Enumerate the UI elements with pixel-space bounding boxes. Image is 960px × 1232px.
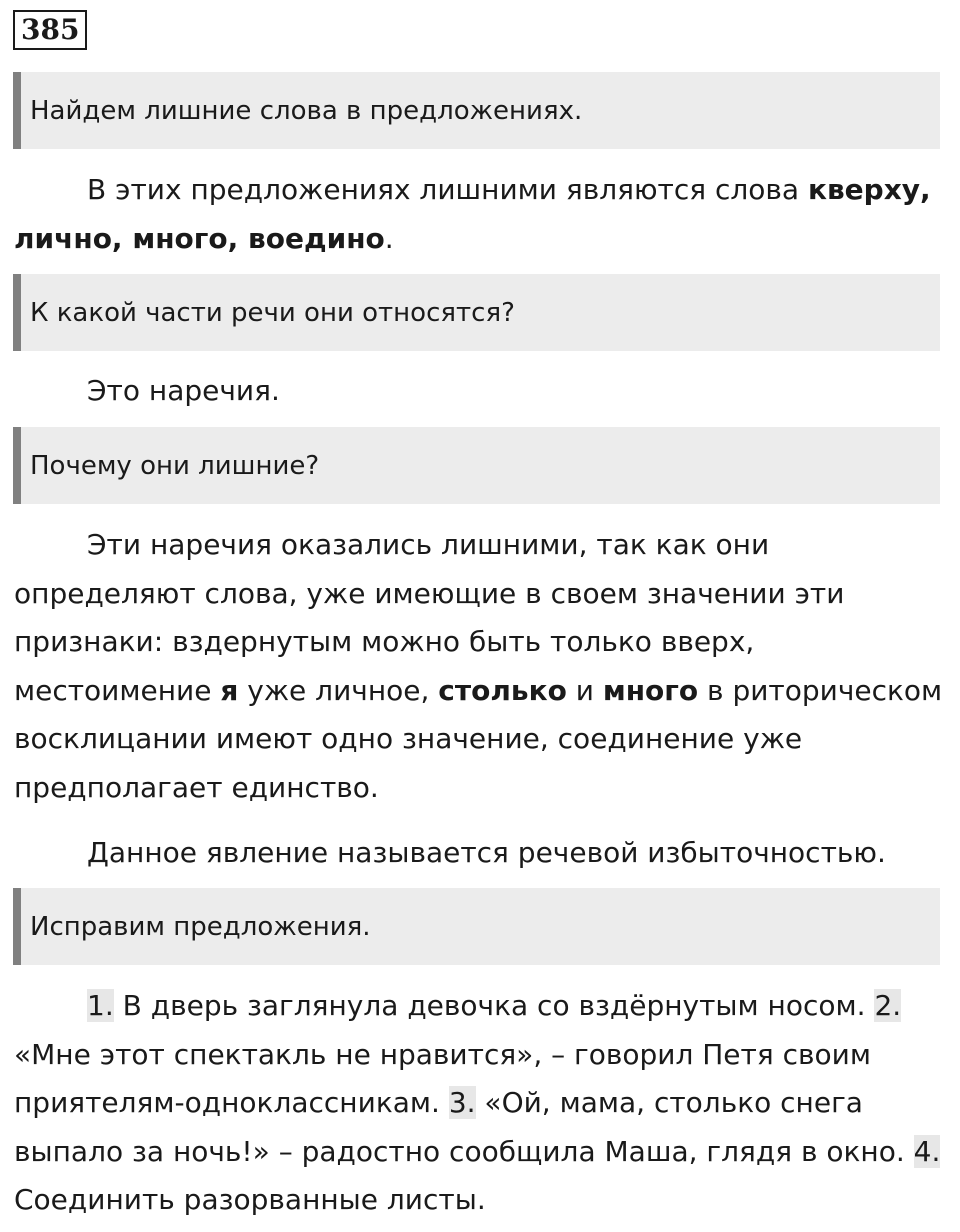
answer-4 <box>14 829 944 878</box>
item-number-4: 4. <box>913 1134 941 1168</box>
answer-3-bold-2: столько <box>438 673 567 707</box>
task-number: 385 <box>13 10 87 50</box>
item-number-2: 2. <box>874 989 902 1022</box>
sentence-4: Соединить разорванные листы. <box>14 1183 486 1216</box>
question-1-text: Найдем лишние слова в предложениях. <box>30 95 583 126</box>
answer-5 <box>14 982 944 1225</box>
answer-3 <box>14 521 944 812</box>
answer-2 <box>14 367 944 416</box>
sentence-1: В дверь заглянула девочка со вздёрнутым носом. <box>113 989 875 1022</box>
answer-1-end: . <box>384 221 394 255</box>
question-2 <box>13 274 940 351</box>
sentence-3: «Ой, мама, столько снега выпало за ночь!» – радостно сообщила Маша, глядя в окно. <box>14 1086 914 1168</box>
answer-3-text-2: уже личное, <box>238 673 439 707</box>
question-1 <box>13 72 940 149</box>
answer-3-bold-3: много <box>602 673 699 707</box>
answer-3-text-3: и <box>566 673 603 707</box>
answer-3-bold-1: я <box>220 673 239 707</box>
item-number-1: 1. <box>87 989 114 1022</box>
answer-1-text: В этих предложениях лишними являются слова <box>87 173 808 206</box>
answer-3-text-4: в риторическом восклицании имеют одно значение, соединение уже предполагает единство. <box>14 673 943 804</box>
question-4-text: Исправим предложения. <box>30 911 371 942</box>
item-number-3: 3. <box>448 1086 476 1119</box>
answer-1-bold-words: кверху, лично, много, воедино <box>14 173 931 255</box>
answer-1 <box>14 166 944 263</box>
question-4 <box>13 888 940 965</box>
question-3 <box>13 427 940 504</box>
answer-3-text-1: Эти наречия оказались лишними, так как они определяют слова, уже имеющие в своем значении эти признаки: вздернутым можно быть только вверх, местоимение <box>14 528 845 707</box>
question-3-text: Почему они лишние? <box>30 450 320 481</box>
question-2-text: К какой части речи они относятся? <box>30 297 515 328</box>
sentence-2: «Мне этот спектакль не нравится», – говорил Петя своим приятелям-одноклассникам. <box>14 1037 871 1119</box>
answer-4-text: Данное явление называется речевой избыточностью. <box>87 836 886 869</box>
answer-2-text: Это наречия. <box>87 374 280 407</box>
